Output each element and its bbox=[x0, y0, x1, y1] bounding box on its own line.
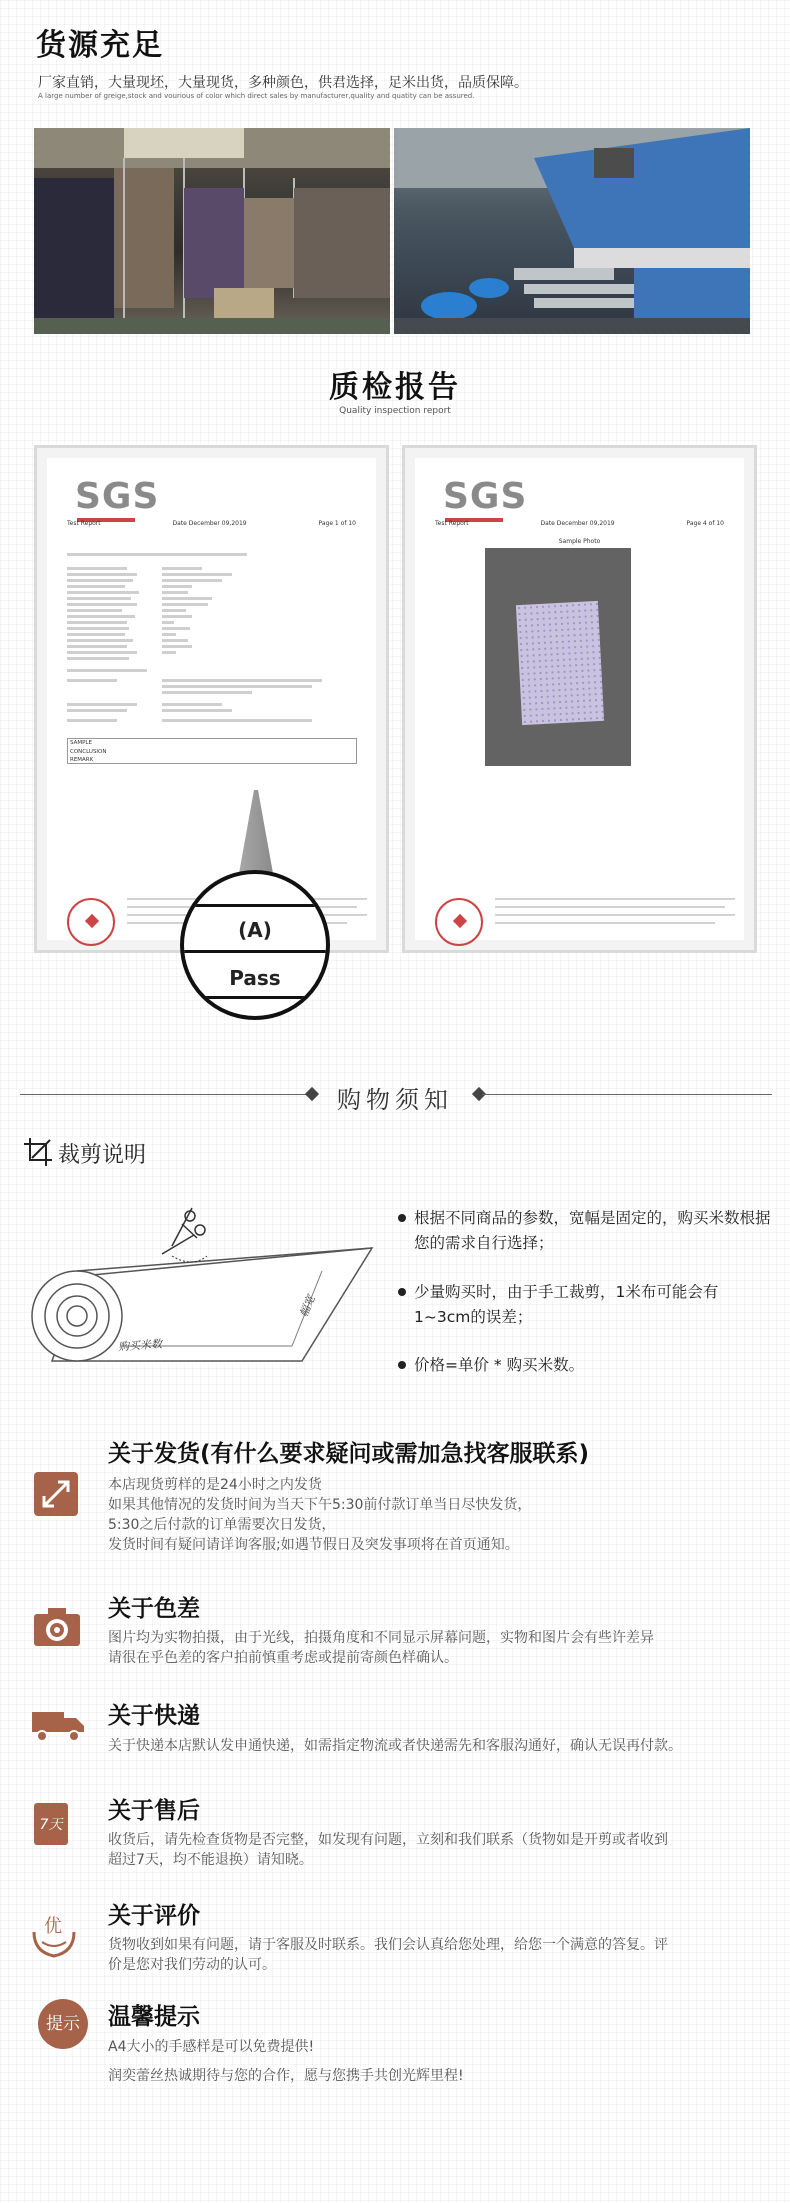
warehouse-photo bbox=[34, 128, 390, 334]
truck-icon bbox=[32, 1710, 84, 1742]
hand-heart-icon bbox=[30, 1908, 78, 1958]
bullet-dot bbox=[398, 1361, 406, 1369]
magnifier-rule bbox=[184, 950, 326, 953]
fabric-swatch bbox=[516, 601, 604, 725]
magnified-result: Pass bbox=[229, 966, 281, 990]
review-title: 关于评价 bbox=[108, 1903, 200, 1929]
magnifier-rule bbox=[184, 904, 326, 907]
magnifier-rule bbox=[184, 996, 326, 999]
review-line-1: 货物收到如果有问题，请于客服及时联系。我们会认真给您处理，给您一个满意的答复。评 bbox=[108, 1937, 668, 1953]
courier-title: 关于快递 bbox=[108, 1703, 200, 1729]
width-label: 幅宽 bbox=[297, 1293, 318, 1319]
length-label: 购买米数 bbox=[117, 1337, 163, 1354]
report-page-no: Page 4 of 10 bbox=[686, 520, 724, 527]
courier-line-1: 关于快递本店默认发申通快递，如需指定物流或者快递需先和客服沟通好，确认无误再付款。 bbox=[108, 1738, 682, 1754]
review-line-2: 价是您对我们劳动的认可。 bbox=[108, 1957, 276, 1973]
after-sales-title: 关于售后 bbox=[108, 1798, 200, 1824]
sgs-logo: SGS bbox=[443, 476, 528, 517]
magnified-grade: (A) bbox=[238, 918, 272, 942]
notice-title: 购物须知 bbox=[337, 1086, 453, 1114]
color-diff-title: 关于色差 bbox=[108, 1596, 200, 1622]
notice-divider-right bbox=[482, 1094, 772, 1095]
footer-line bbox=[495, 914, 735, 916]
qc-subtitle-en: Quality inspection report bbox=[339, 406, 451, 416]
shipping-line-1: 本店现货剪样的是24小时之内发货 bbox=[108, 1477, 322, 1493]
after-sales-line-2: 超过7天，均不能退换）请知晓。 bbox=[108, 1852, 313, 1868]
shipping-line-2: 如果其他情况的发货时间为当天下午5:30前付款订单当日尽快发货， bbox=[108, 1497, 532, 1513]
bullet-dot bbox=[398, 1214, 406, 1222]
cutting-bullet-3: 价格=单价 * 购买米数。 bbox=[414, 1356, 585, 1374]
crop-icon bbox=[24, 1138, 52, 1166]
report-label: Test Report bbox=[67, 520, 101, 527]
color-diff-line-1: 图片均为实物拍摄，由于光线，拍摄角度和不同显示屏幕问题，实物和图片会有些许差异 bbox=[108, 1630, 654, 1646]
factory-photo bbox=[394, 128, 750, 334]
conclusion-table bbox=[67, 738, 357, 764]
conclusion-label: CONCLUSION bbox=[70, 748, 107, 755]
report-header-row bbox=[435, 520, 724, 527]
you-char: 优 bbox=[44, 1916, 62, 1937]
sgs-report-page-1 bbox=[34, 445, 389, 953]
report-date: Date December 09,2019 bbox=[540, 520, 615, 527]
shipping-line-3: 5:30之后付款的订单需要次日发货， bbox=[108, 1517, 336, 1533]
tip-badge: 提示 bbox=[38, 1999, 88, 2049]
remark-label: REMARK bbox=[70, 757, 94, 763]
report-header-row bbox=[67, 520, 356, 527]
footer-line bbox=[495, 898, 735, 900]
fabric-roll-illustration bbox=[22, 1196, 382, 1376]
report-label: Test Report bbox=[435, 520, 469, 527]
sgs-report-page-4 bbox=[402, 445, 757, 953]
tip-line-1: A4大小的手感样是可以免费提供! bbox=[108, 2039, 315, 2055]
cutting-bullet-1: 根据不同商品的参数，宽幅是固定的，购买米数根据您的需求自行选择； bbox=[414, 1209, 771, 1252]
tip-title: 温馨提示 bbox=[108, 2004, 200, 2030]
after-sales-line-1: 收货后，请先检查货物是否完整，如发现有问题，立刻和我们联系（货物如是开剪或者收到 bbox=[108, 1832, 668, 1848]
cutting-title: 裁剪说明 bbox=[58, 1143, 147, 1168]
shipping-line-4: 发货时间有疑问请详询客服;如遇节假日及突发事项将在首页通知。 bbox=[108, 1537, 519, 1553]
resize-arrow-icon bbox=[34, 1472, 78, 1516]
footer-line bbox=[495, 906, 725, 908]
sample-photo bbox=[485, 548, 631, 766]
sample-label: SAMPLE bbox=[70, 740, 92, 746]
7-days-icon: 7天 bbox=[34, 1803, 68, 1845]
shipping-title: 关于发货(有什么要求疑问或需加急找客服联系) bbox=[108, 1441, 590, 1467]
qc-title: 质检报告 bbox=[329, 370, 461, 405]
report-date: Date December 09,2019 bbox=[172, 520, 247, 527]
magnifier bbox=[180, 870, 330, 1020]
cutting-bullet-2: 少量购买时，由于手工裁剪，1米布可能会有1~3cm的误差； bbox=[414, 1283, 719, 1326]
company-stamp bbox=[67, 898, 115, 946]
report-page-no: Page 1 of 10 bbox=[318, 520, 356, 527]
footer-line bbox=[495, 922, 715, 924]
camera-icon bbox=[34, 1606, 80, 1646]
stock-subtitle: 厂家直销，大量现坯，大量现货，多种颜色，供君选择，足米出货，品质保障。 bbox=[38, 75, 528, 91]
color-diff-line-2: 请很在乎色差的客户拍前慎重考虑或提前寄颜色样确认。 bbox=[108, 1650, 458, 1666]
tip-line-2: 润奕蕾丝热诚期待与您的合作，愿与您携手共创光辉里程! bbox=[108, 2068, 464, 2084]
sgs-logo: SGS bbox=[75, 476, 160, 517]
stock-title: 货源充足 bbox=[36, 28, 164, 63]
stock-subtitle-en: A large number of greige,stock and vourious of color which direct sales by manufacturer,quality and quatity can be assured. bbox=[38, 92, 475, 100]
bullet-dot bbox=[398, 1288, 406, 1296]
company-stamp bbox=[435, 898, 483, 946]
sample-photo-label: Sample Photo bbox=[558, 538, 601, 545]
